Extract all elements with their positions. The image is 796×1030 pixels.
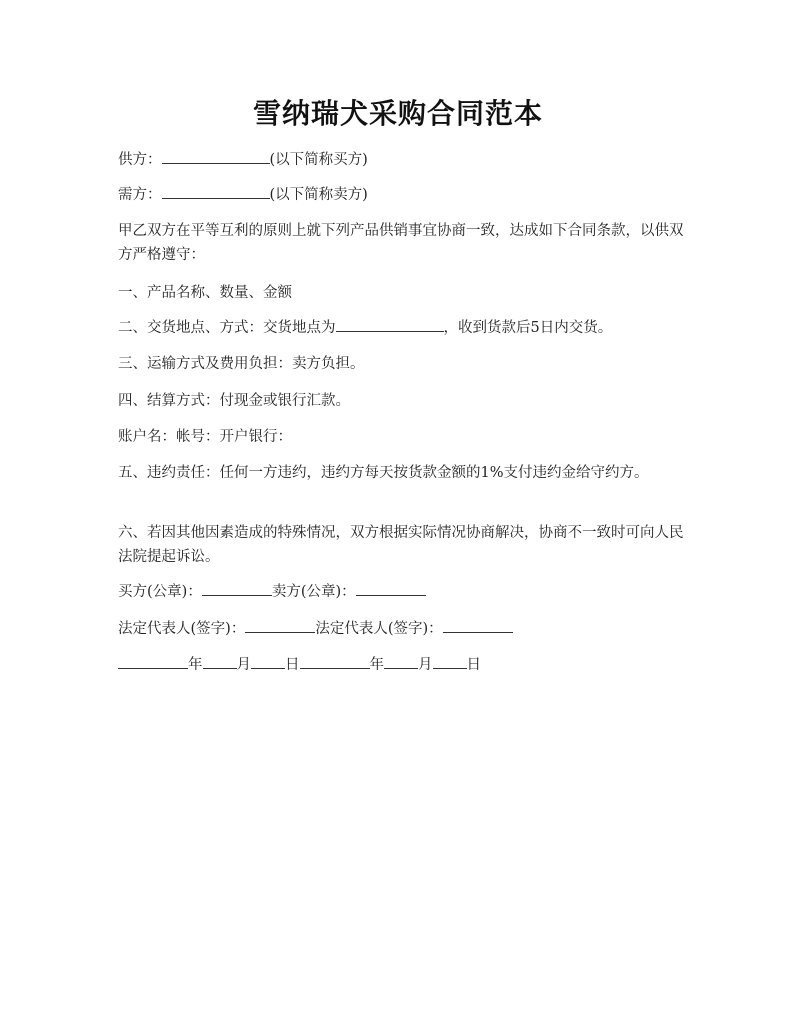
year-blank-1 [118, 653, 188, 669]
supplier-note: (以下简称买方) [269, 152, 368, 168]
month-blank-2 [384, 653, 418, 669]
rep-blank-1 [245, 617, 315, 633]
representative-line [118, 617, 688, 641]
delivery-location-blank [336, 316, 444, 332]
clause-1: 一、产品名称、数量、金额 [118, 285, 292, 301]
month-label-2: 月 [418, 657, 433, 673]
buyer-seal-blank [202, 580, 272, 596]
supplier-label: 供方： [118, 152, 162, 168]
month-blank-1 [203, 653, 237, 669]
year-label-2: 年 [369, 657, 384, 673]
clause-4: 四、结算方式：付现金或银行汇款。 [118, 393, 350, 409]
clause-6: 六、若因其他因素造成的特殊情况，双方根据实际情况协商解决，协商不一致时可向人民法院提起诉讼。 [118, 525, 684, 565]
seal-line [118, 580, 688, 604]
day-label-1: 日 [285, 657, 300, 673]
clause-2-prefix: 二、交货地点、方式：交货地点为 [118, 320, 336, 336]
clause-2 [118, 316, 688, 340]
intro-paragraph: 甲乙双方在平等互利的原则上就下列产品供销事宜协商一致，达成如下合同条款，以供双方严格遵守： [118, 223, 684, 263]
demander-note: (以下简称卖方) [269, 187, 368, 203]
rep-blank-2 [443, 617, 513, 633]
day-blank-1 [251, 653, 285, 669]
clause-5: 五、违约责任：任何一方违约，违约方每天按货款金额的1%支付违约金给守约方。 [118, 465, 649, 481]
clause-2-suffix: ，收到货款后5日内交货。 [443, 320, 613, 336]
demander-blank [162, 183, 270, 199]
supplier-line [118, 148, 688, 172]
day-blank-2 [433, 653, 467, 669]
buyer-seal-label: 买方(公章)： [118, 584, 202, 600]
rep-label-1: 法定代表人(签字)： [118, 621, 246, 637]
date-line [118, 653, 688, 677]
demander-line [118, 183, 688, 207]
month-label-1: 月 [236, 657, 251, 673]
rep-label-2: 法定代表人(签字)： [315, 621, 443, 637]
day-label-2: 日 [466, 657, 481, 673]
year-label-1: 年 [188, 657, 203, 673]
clause-3: 三、运输方式及费用负担：卖方负担。 [118, 356, 365, 372]
demander-label: 需方： [118, 187, 162, 203]
seller-seal-label: 卖方(公章)： [271, 584, 356, 600]
account-line: 账户名：帐号：开户银行： [118, 429, 292, 445]
document-title: 雪纳瑞犬采购合同范本 [252, 97, 543, 130]
year-blank-2 [300, 653, 370, 669]
supplier-blank [162, 148, 270, 164]
seller-seal-blank [356, 580, 426, 596]
